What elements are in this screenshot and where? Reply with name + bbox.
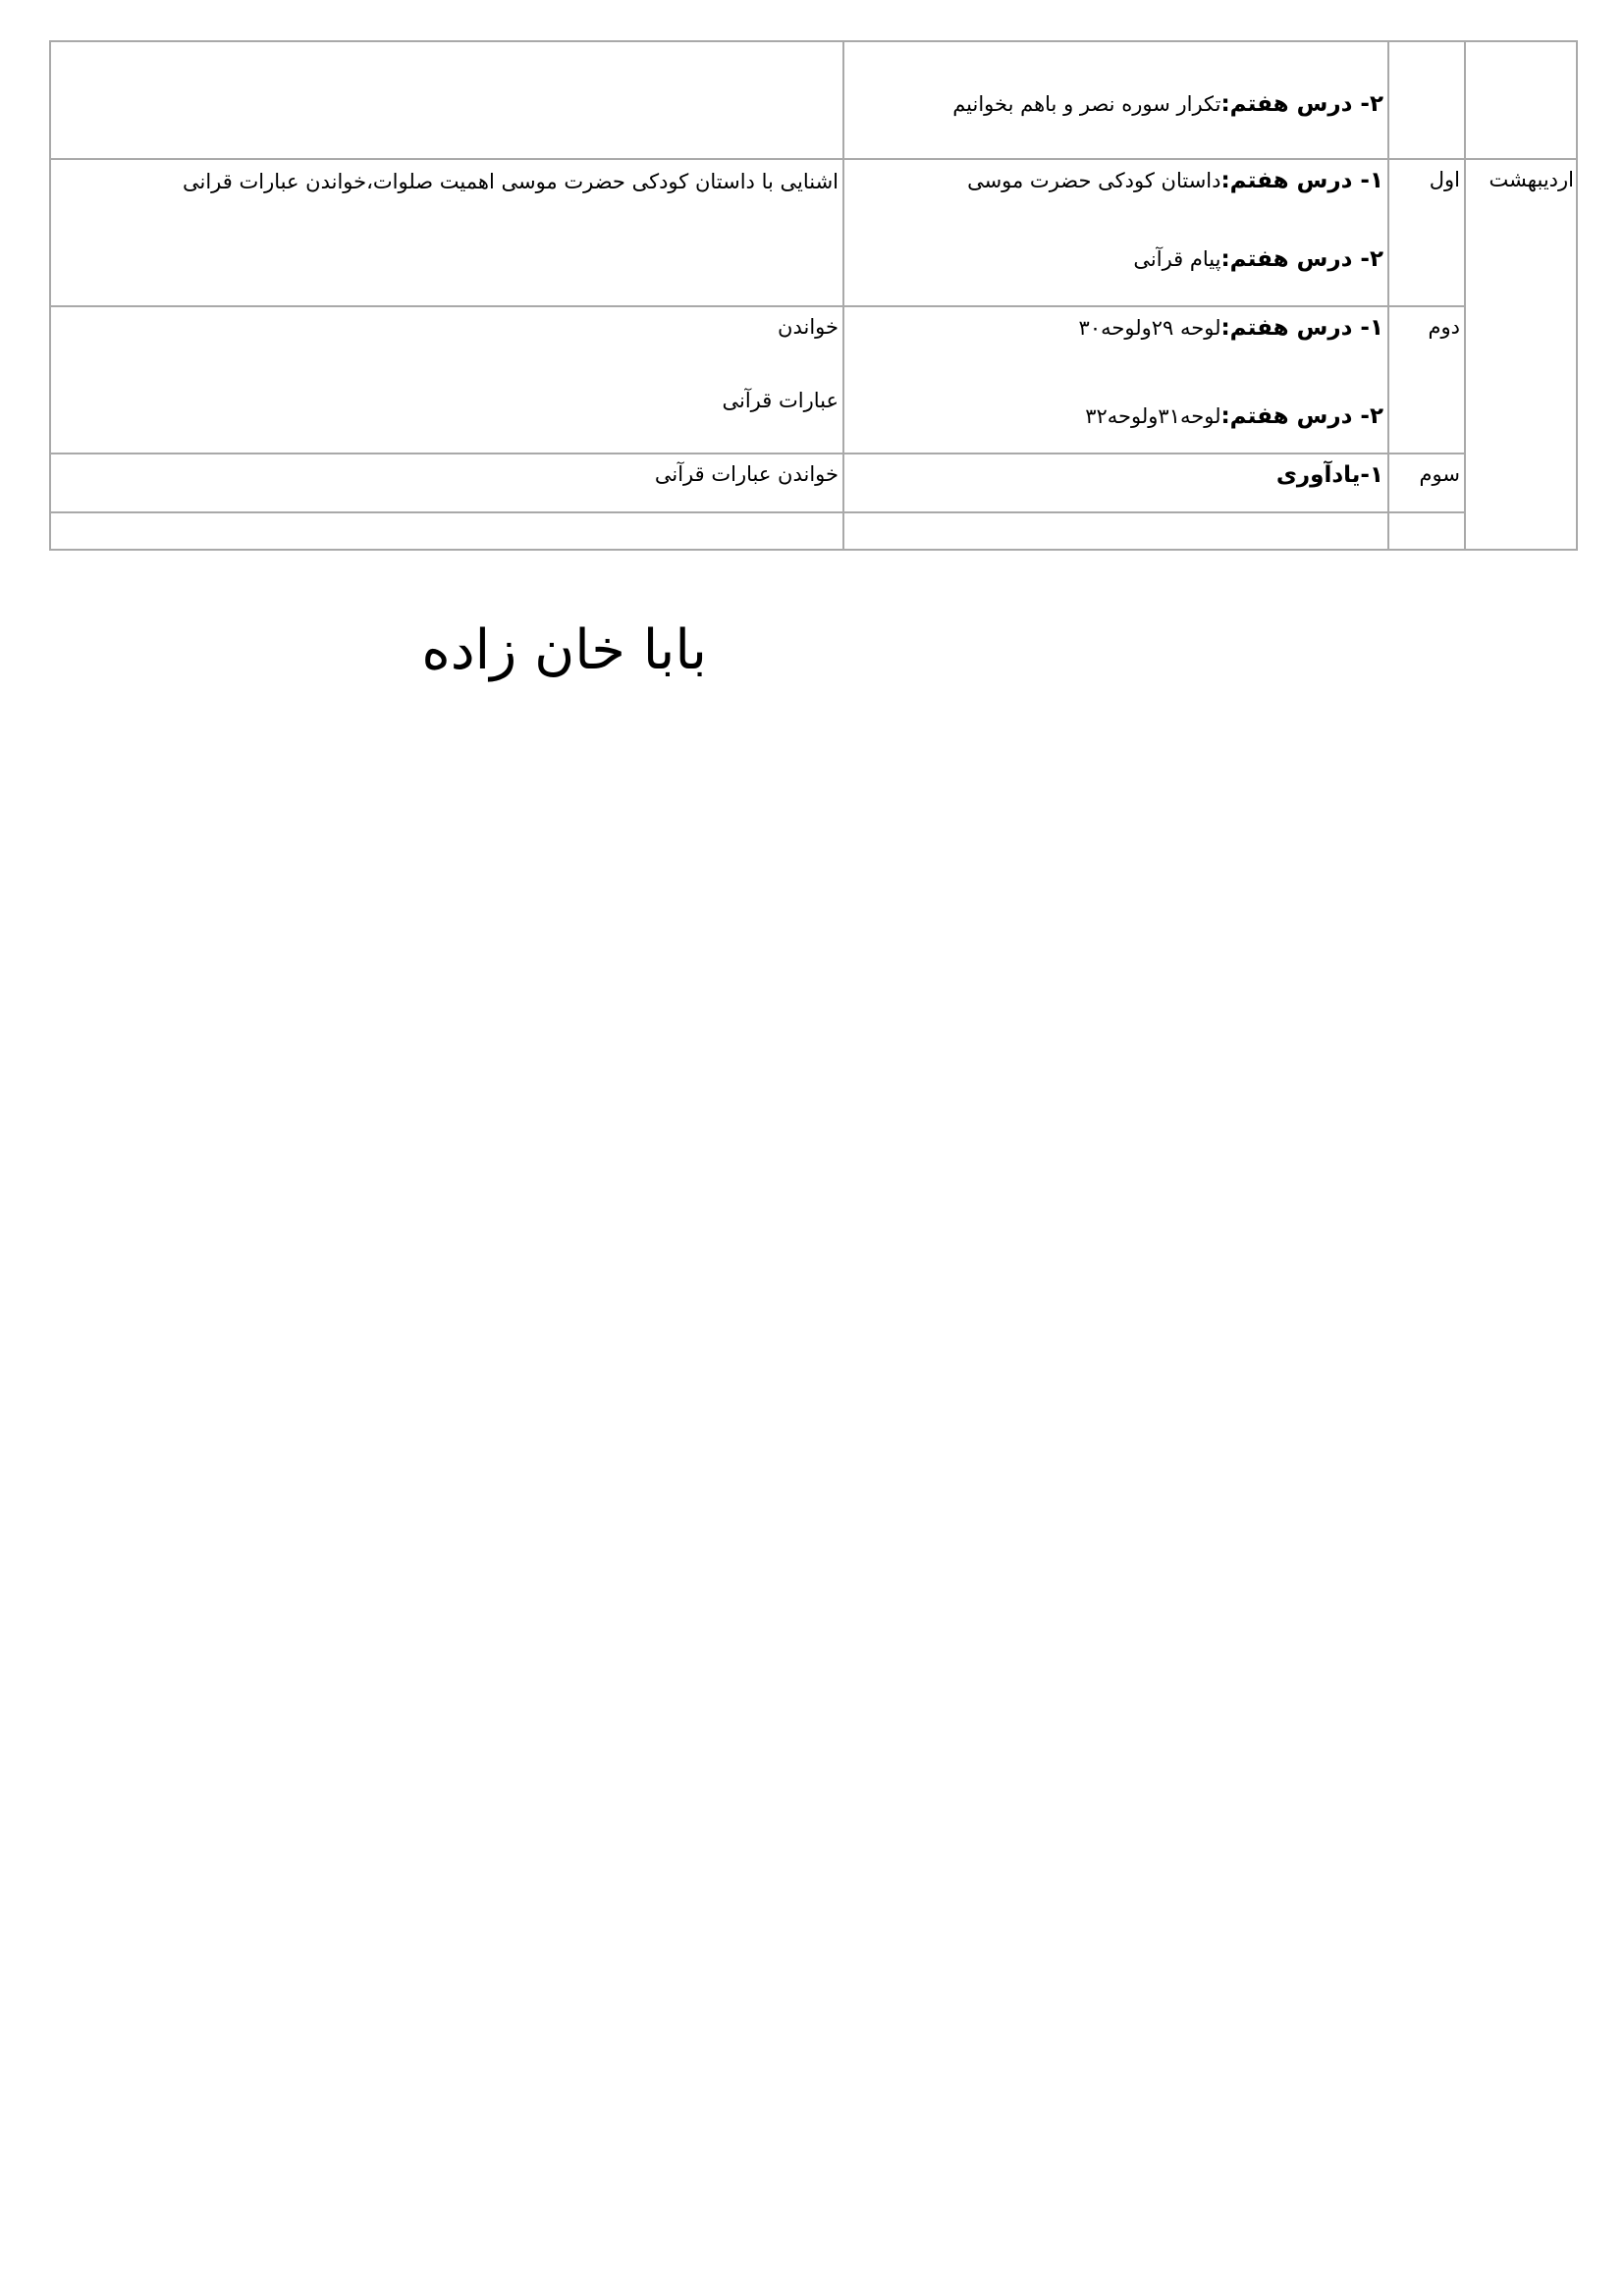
lesson-line: ۱- درس هفتم:داستان کودکی حضرت موسی <box>967 168 1383 193</box>
month-cell <box>1465 159 1577 550</box>
goals-cell <box>50 41 843 159</box>
lesson-line: ۲- درس هفتم:پیام قرآنی <box>1133 245 1383 272</box>
week-label: اول <box>1429 168 1460 191</box>
goal-line: خواندن <box>778 315 839 339</box>
month-label: اردیبهشت <box>1489 168 1574 191</box>
lessons-cell <box>843 512 1388 550</box>
lessons-cell <box>843 454 1388 512</box>
goal-line: اشنایی با داستان کودکی حضرت موسی اهمیت صلوات،خواندن عبارات قرانی <box>182 170 839 193</box>
lesson-plan-table <box>49 40 1578 551</box>
month-cell-empty <box>1465 41 1577 159</box>
week-label: سوم <box>1419 462 1460 486</box>
week-cell <box>1388 454 1465 512</box>
table-row <box>50 41 1577 159</box>
lesson-line: ۱- درس هفتم:لوحه ۲۹ولوحه۳۰ <box>1078 315 1383 341</box>
table-row <box>50 454 1577 512</box>
week-cell <box>1388 306 1465 454</box>
goals-cell <box>50 159 843 306</box>
goals-cell <box>50 306 843 454</box>
table-row <box>50 512 1577 550</box>
week-cell <box>1388 159 1465 306</box>
goals-cell <box>50 512 843 550</box>
lessons-cell <box>843 159 1388 306</box>
lessons-cell <box>843 41 1388 159</box>
lesson-line: ۲- درس هفتم:تکرار سوره نصر و باهم بخوانیم <box>952 91 1383 117</box>
lessons-cell <box>843 306 1388 454</box>
goals-cell <box>50 454 843 512</box>
goal-line: عبارات قرآنی <box>722 389 839 413</box>
lesson-line: ۱-یادآوری <box>1275 462 1383 488</box>
table-row <box>50 306 1577 454</box>
goal-line: خواندن عبارات قرآنی <box>654 462 839 486</box>
lesson-line: ۲- درس هفتم:لوحه۳۱ولوحه۳۲ <box>1085 402 1383 429</box>
week-label: دوم <box>1428 315 1460 339</box>
handwritten-signature: بابا خان زاده <box>421 618 707 682</box>
table-row <box>50 159 1577 306</box>
week-cell <box>1388 41 1465 159</box>
week-cell <box>1388 512 1465 550</box>
